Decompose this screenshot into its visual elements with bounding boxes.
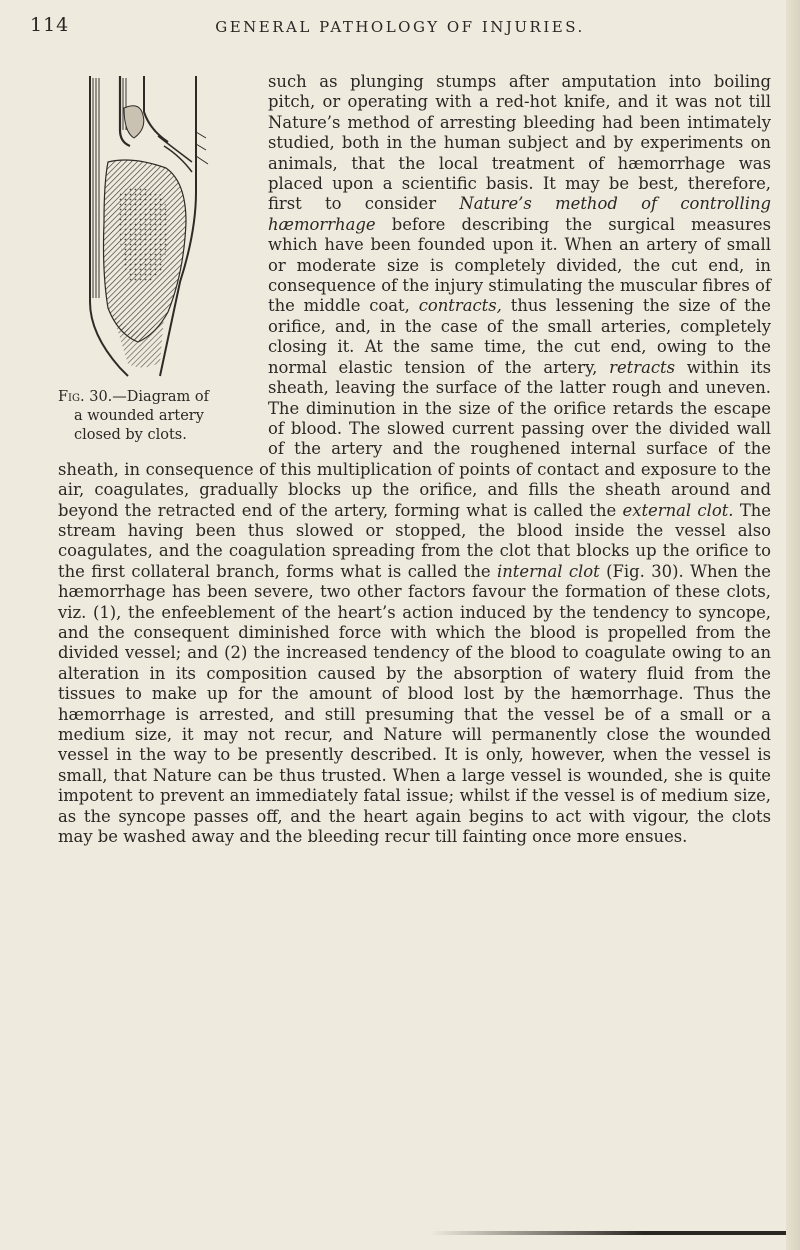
body-text [58, 72, 771, 847]
figure-caption [58, 388, 258, 445]
caption-label: Fig. 30. [58, 389, 113, 405]
page-number: 114 [30, 14, 70, 36]
italic-phrase: retracts [609, 357, 676, 377]
paragraph-segment: The stream having been thus slowed or stopped, the blood inside the vessel also coagulates, and the coagulation spreading from the clot that blocks up the orifice to the first collateral branch, forms what is called the [58, 500, 772, 581]
paragraph-segment: thus lessening the size of the orifice, and, in the case of the small arteries, completely closing it. At the same time, the cut end, owing to the normal elastic tension of the artery, [268, 296, 771, 377]
caption-line-1: Fig. 30.—Diagram of [58, 389, 210, 405]
bottom-rule [430, 1231, 786, 1235]
italic-phrase: contracts, [418, 296, 502, 316]
paragraph-segment: within its sheath, leaving the surface of the latter rough and uneven. The diminution in the size of the orifice retards the escape of blood. The slowed current passing over the divided wall of the artery and the roughened internal surface of the sheath, in consequence of this multiplication of points of contact and exposure to the air, coagulates, gradually blocks up the orifice, and fills the sheath around and beyond the retracted end of the artery, forming what is called the [58, 357, 772, 520]
paragraph-segment: before describing the surgical measures which have been founded upon it. When an artery of small or moderate size is completely divided, the cut end, in consequence of the injury stimulating the muscular fibres of the middle coat, [268, 214, 771, 316]
caption-line-3: closed by clots. [74, 427, 187, 443]
italic-phrase: internal clot [496, 561, 600, 581]
italic-phrase: Nature’s method of controlling hæmorrhage [268, 194, 771, 234]
figure-30 [58, 72, 258, 451]
caption-line-2: a wounded artery [74, 408, 204, 424]
artery-diagram [68, 72, 218, 384]
italic-phrase: external clot. [622, 500, 734, 520]
running-head: GENERAL PATHOLOGY OF INJURIES. [215, 18, 585, 36]
page-edge [786, 0, 800, 1250]
paragraph-segment: such as plunging stumps after amputation into boiling pitch, or operating with a red-hot knife, and it was not till Nature’s method of arresting bleeding had been intimately studied, both in the human subject and by experiments on animals, that the local treatment of hæmorrhage was placed upon a scientific basis. It may be best, therefore, first to consider [268, 72, 771, 214]
paragraph-segment: (Fig. 30). When the hæmorrhage has been severe, two other factors favour the formation of these clots, viz. (1), the enfeeblement of the heart’s action induced by the tendency to syncope, and the consequent diminished force with which the blood is propelled from the divided vessel; and (2) the increased tendency of the blood to coagulate owing to an alteration in its composition caused by the absorption of watery fluid from the tissues to make up for the amount of blood lost by the hæmorrhage. Thus the hæmorrhage is arrested, and still presuming that the vessel be of a small or a medium size, it may not recur, and Nature will permanently close the wounded vessel in the way to be presently described. It is only, however, when the vessel is small, that Nature can be thus trusted. When a large vessel is wounded, she is quite impotent to prevent an immediately fatal issue; whilst if the vessel is of medium size, as the syncope passes off, and the heart again begins to act with vigour, the clots may be washed away and the bleeding recur till fainting once more ensues. [58, 561, 771, 847]
